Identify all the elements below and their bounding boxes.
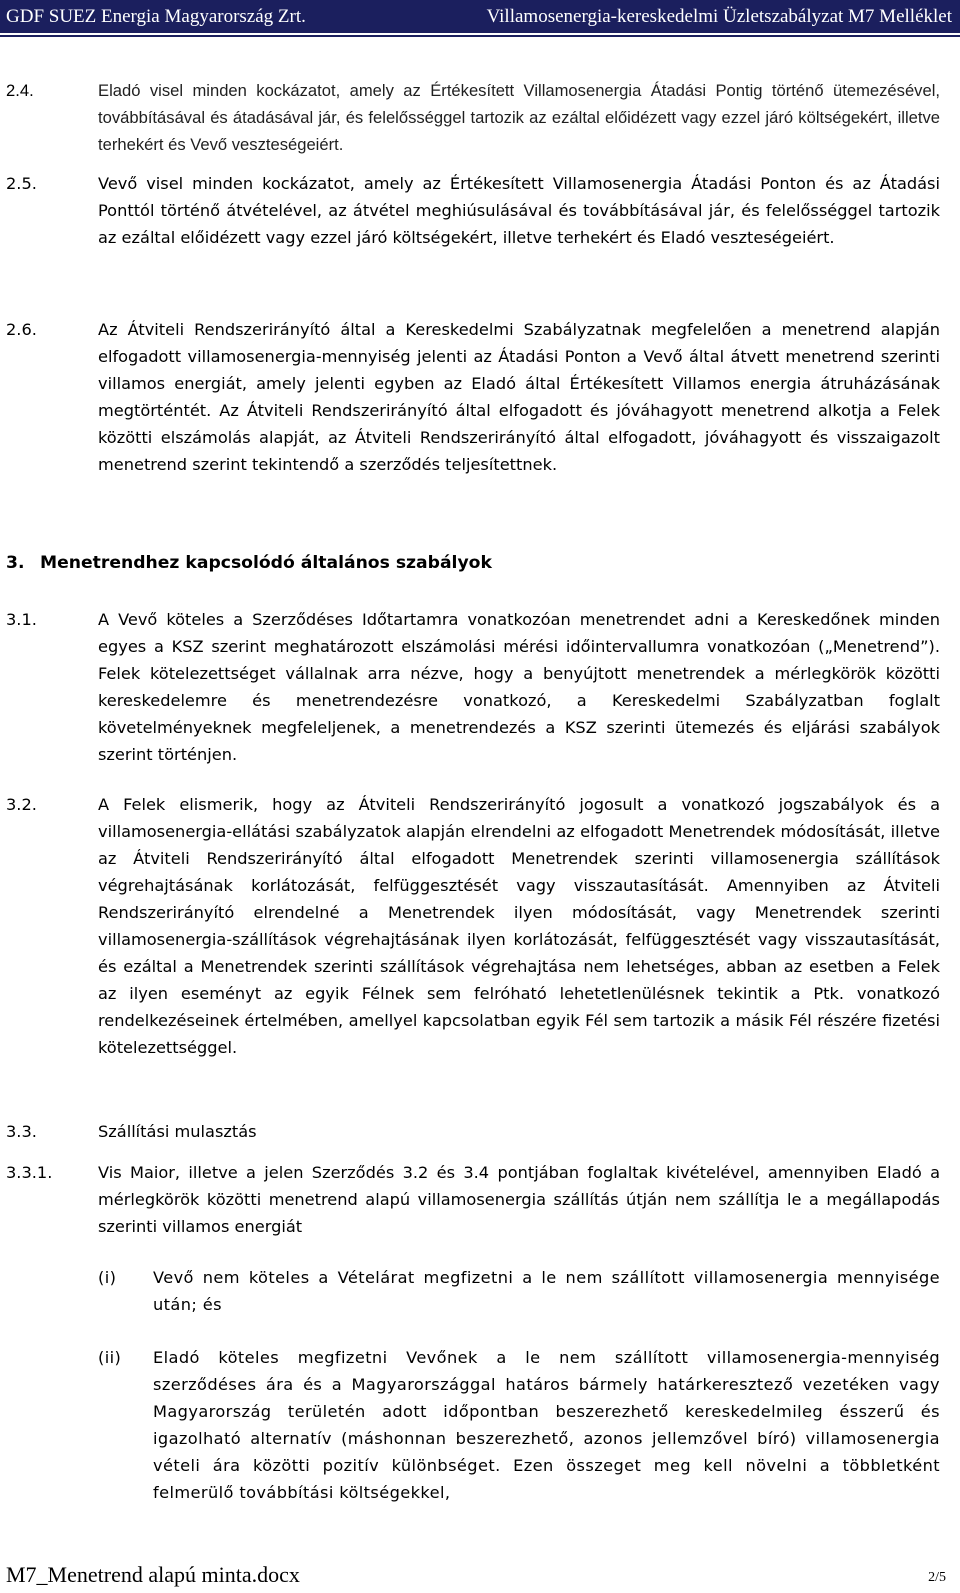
- item-text: Eladó visel minden kockázatot, amely az Értékesített Villamosenergia Átadási Pontig történő ütemezésével, továbbításával és átadásával jár, és felelősséggel tartozik az ezáltal előidézett vagy ezzel járó költségekért, illetve terhekért és Vevő veszteségeiért.: [98, 81, 940, 154]
- item-number: 3.3.: [6, 1122, 37, 1141]
- subitem-text: Vevő nem köteles a Vételárat megfizetni a le nem szállított villamosenergia mennyisége után; és: [153, 1268, 940, 1314]
- footer-page-number: 2/5: [928, 1570, 946, 1585]
- footer-filename: M7_Menetrend alapú minta.docx: [6, 1562, 300, 1587]
- item-number: 2.4.: [6, 81, 34, 100]
- item-number: 3.3.1.: [6, 1163, 53, 1182]
- item-text: Vevő visel minden kockázatot, amely az Értékesített Villamosenergia Átadási Ponton és az Átadási Ponttól történő átvételével, az átvétel meghiúsulásával és továbbításával jár, és felelősséggel tartozik az ezáltal előidézett vagy ezzel járó költségekért, illetve terhekért és Eladó veszteségeiért.: [98, 174, 940, 247]
- header-rule: [0, 35, 960, 37]
- item-number: 2.5.: [6, 174, 37, 193]
- item-number: 2.6.: [6, 320, 37, 339]
- item-number: 3.2.: [6, 795, 37, 814]
- item-text: A Felek elismerik, hogy az Átviteli Rendszerirányító jogosult a vonatkozó jogszabályok és a villamosenergia-ellátási szabályzatok alapján elrendelni az elfogadott Menetrendek módosítását, illetve az Átviteli Rendszerirányító által elfogadott Menetrendek szerinti villamosenergia szállítások végrehajtásának korlátozását, felfüggesztését vagy visszautasítását. Amennyiben az Átviteli Rendszerirányító elrendelné a Menetrendek ilyen módosítását, vagy Menetrendek szerinti villamosenergia-szállítások végrehajtásának ilyen korlátozását, felfüggesztését vagy visszautasítását, és ezáltal a Menetrendek szerinti szállítások végrehajtása nem lehetséges, abban az esetben a Felek az ilyen eseményt az egyik Félnek sem felróható lehetetlenülésnek tekintik a Ptk. vonatkozó rendelkezéseinek értelmében, amellyel kapcsolatban egyik Fél sem tartozik a másik Fél részére fizetési kötelezettséggel.: [98, 795, 940, 1057]
- subitem-number: (ii): [98, 1348, 122, 1367]
- item-text: Vis Maior, illetve a jelen Szerződés 3.2 és 3.4 pontjában foglaltak kivételével, amennyiben Eladó a mérlegkörök közötti menetrend alapú villamosenergia szállítás útján nem szállítja le a megállapodás szerinti villamos energiát: [98, 1163, 940, 1236]
- header-document-title: Villamosenergia-kereskedelmi Üzletszabályzat M7 Melléklet: [486, 5, 952, 27]
- item-text: Az Átviteli Rendszerirányító által a Kereskedelmi Szabályzatnak megfelelően a menetrend alapján elfogadott villamosenergia-mennyiség jelenti az Átadási Ponton a Vevő által átvett menetrend szerinti villamos energiát, amely jelenti egyben az Eladó által Értékesített Villamos energia átruházásának megtörténtét. Az Átviteli Rendszerirányító által elfogadott és jóváhagyott menetrend alkotja a Felek közötti elszámolás alapját, az Átviteli Rendszerirányító által elfogadott, jóváhagyott és visszaigazolt menetrend szerint tekintendő a szerződés teljesítettnek.: [98, 320, 940, 474]
- section-number: 3.: [6, 553, 25, 573]
- subitem-text: Eladó köteles megfizetni Vevőnek a le nem szállított villamosenergia-mennyiség szerződéses ára és a Magyarországgal határos bármely határkeresztező vezetéken vagy Magyarország területén adott időpontban beszerezhető kereskedelmileg ésszerű és igazolható alternatív (máshonnan beszerezhető, azonos jellemzővel bíró) villamosenergia vételi ára közötti pozitív különbséget. Ezen összeget meg kell növelni a többletként felmerülő továbbítási költségekkel,: [153, 1348, 940, 1502]
- section-title: Menetrendhez kapcsolódó általános szabályok: [40, 553, 492, 573]
- item-number: 3.1.: [6, 610, 37, 629]
- subitem-number: (i): [98, 1268, 117, 1287]
- page-header: [0, 0, 960, 33]
- subsection-title: Szállítási mulasztás: [98, 1122, 257, 1141]
- header-company: GDF SUEZ Energia Magyarország Zrt.: [6, 5, 306, 27]
- item-text: A Vevő köteles a Szerződéses Időtartamra vonatkozóan menetrendet adni a Kereskedőnek minden egyes a KSZ szerint meghatározott elszámolási mérési időintervallumra vonatkozóan („Menetrend”). Felek kötelezettséget vállalnak arra nézve, hogy a benyújtott menetrendek a mérlegkörök közötti kereskedelemre és menetrendezésre vonatkozó, a Kereskedelmi Szabályzatban foglalt követelményeknek megfeleljenek, a menetrendezés a KSZ szerinti ütemezés és eljárási szabályok szerint történjen.: [98, 610, 940, 764]
